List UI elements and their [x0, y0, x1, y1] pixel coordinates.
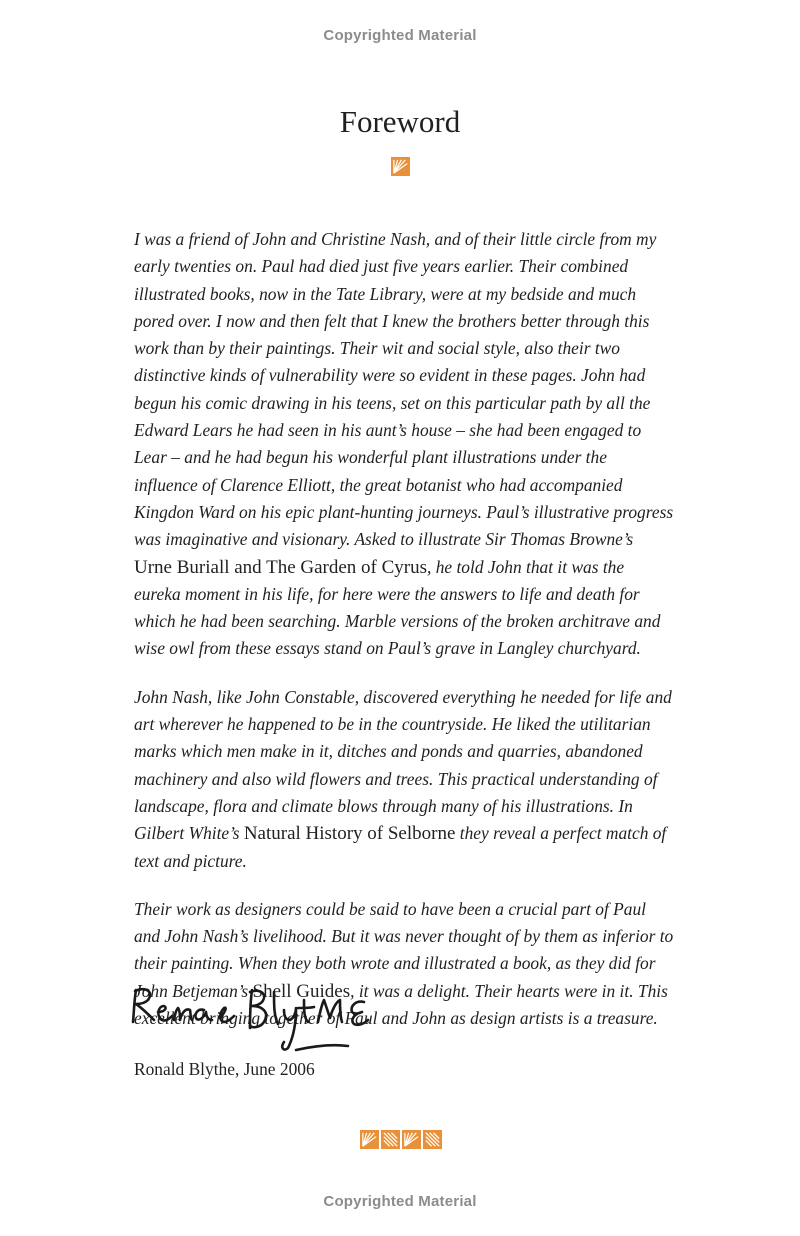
- signature-image: [128, 982, 378, 1058]
- copyright-watermark-top: Copyrighted Material: [323, 27, 477, 44]
- paragraph-text: John Nash, like John Constable, discovered everything he needed for life and art wherever he happened to be in the countryside. He liked the utilitarian marks which men make in it, ditches and ponds and quarries, abandoned machinery and also wild flowers and trees. This practical understanding of landscape, flora and climate blows through many of his illustrations. In Gilbert White’s: [134, 686, 672, 844]
- paragraph-text: I was a friend of John and Christine Nash, and of their little circle from my early twenties on. Paul had died just five years earlier. Their combined illustrated books, now in the Tate Library, were at my bedside and much pored over. I now and then felt that I knew the brothers better through this work than by their paintings. Their wit and social style, also their two distinctive kinds of vulnerability were so evident in these pages. John had begun his comic drawing in his teens, set on this particular path by all the Edward Lears he had seen in his aunt’s house – she had been engaged to Lear – and he had begun his wonderful plant illustrations under the influence of Clarence Elliott, the great botanist who had accompanied Kingdon Ward on his epic plant-hunting journeys. Paul’s illustrative progress was imaginative and visionary. Asked to illustrate Sir Thomas Browne’s: [134, 229, 674, 550]
- corner-tile-icon: [402, 1130, 421, 1149]
- corner-tile-icon: [381, 1130, 400, 1149]
- paragraph-text: , it was a delight. Their hearts were in it. This excellent bringing together of Paul and John as design artists is a treasure.: [134, 980, 668, 1029]
- page-title: Foreword: [339, 104, 461, 139]
- book-title: Shell Guides: [252, 980, 351, 1002]
- title-ornament: [391, 157, 410, 176]
- copyright-watermark-bottom: Copyrighted Material: [323, 1193, 477, 1210]
- foreword-body: [134, 226, 674, 1053]
- paragraph-text: they reveal a perfect match of text and picture.: [134, 823, 667, 871]
- footer-ornament: [360, 1130, 442, 1149]
- book-title: Natural History of Selborne: [243, 823, 456, 845]
- sign-off-line: Ronald Blythe, June 2006: [134, 1059, 315, 1079]
- paragraph-2: [134, 684, 674, 875]
- paragraph-1: [134, 226, 674, 663]
- paragraph-text: Their work as designers could be said to have been a crucial part of Paul and John Nash’s livelihood. But it was never thought of by them as inferior to their painting. When they both wrote and illustrated a book, as they did for John Betjeman’s: [134, 898, 674, 1001]
- book-title: Urne Buriall and The Garden of Cyrus: [134, 556, 428, 578]
- corner-tile-icon: [360, 1130, 379, 1149]
- paragraph-text: , he told John that it was the eureka moment in his life, for here were the answers to life and death for which he had been searching. Marble versions of the broken architrave and wise owl from these essays stand on Paul’s grave in Langley churchyard.: [134, 556, 661, 659]
- corner-tile-icon: [391, 157, 410, 176]
- corner-tile-icon: [423, 1130, 442, 1149]
